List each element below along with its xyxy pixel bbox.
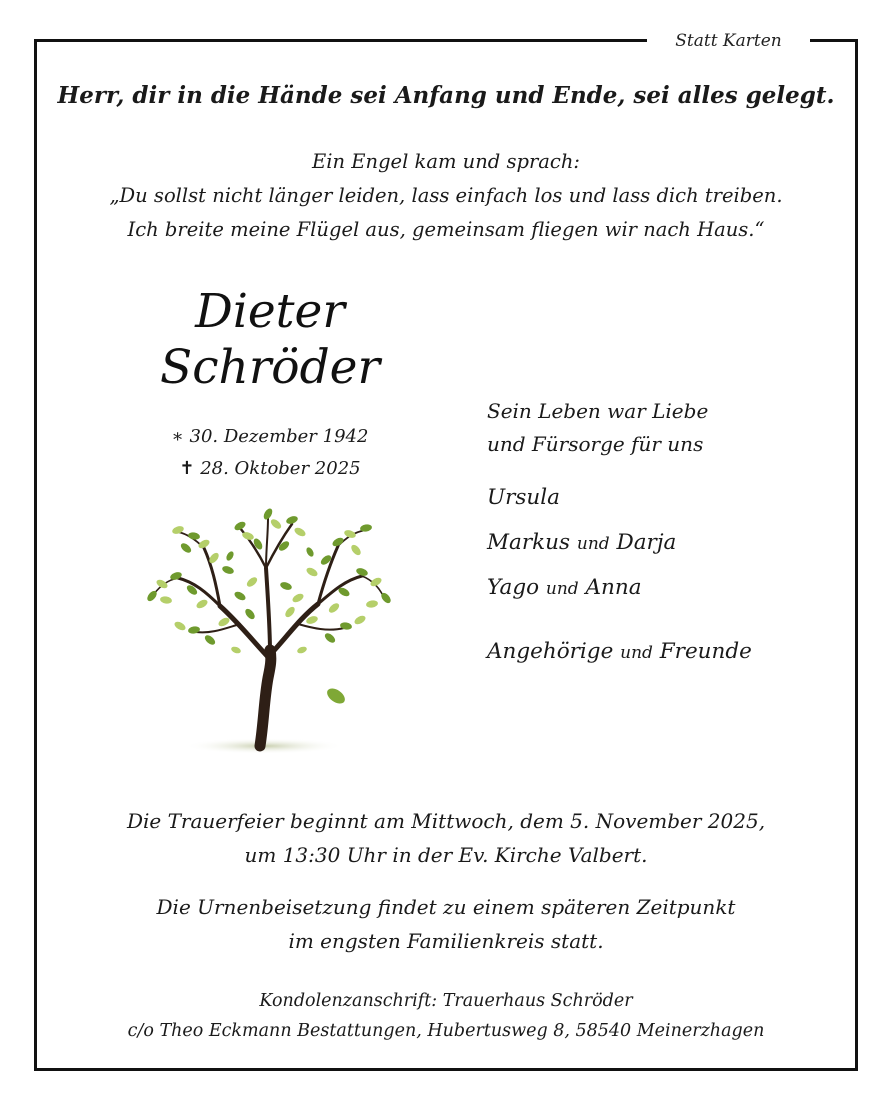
poem-line: Ein Engel kam und sprach: bbox=[312, 150, 580, 173]
conjunction: und bbox=[620, 643, 653, 663]
urn-burial-info bbox=[34, 890, 858, 958]
motto: Herr, dir in die Hände sei Anfang und Ende, sei alles gelegt. bbox=[57, 82, 835, 109]
urn-line: Die Urnenbeisetzung findet zu einem späteren Zeitpunkt bbox=[156, 895, 736, 919]
mourner-markus-darja bbox=[487, 526, 676, 561]
birth-line bbox=[140, 421, 400, 453]
death-line bbox=[140, 453, 400, 485]
service-line: um 13:30 Uhr in der Ev. Kirche Valbert. bbox=[244, 843, 648, 867]
mourner-name: Yago bbox=[487, 575, 540, 600]
last-name: Schröder bbox=[160, 340, 380, 395]
urn-line: im engsten Familienkreis statt. bbox=[288, 929, 604, 953]
mourner-name: Markus bbox=[487, 530, 571, 555]
mourner-name: Anna bbox=[585, 575, 642, 600]
poem-line: Ich breite meine Flügel aus, gemeinsam fliegen wir nach Haus.“ bbox=[127, 218, 765, 241]
condolence-address bbox=[34, 986, 858, 1046]
mourner-name: Darja bbox=[616, 530, 677, 555]
death-date: 28. Oktober 2025 bbox=[200, 458, 361, 479]
conjunction: und bbox=[576, 534, 610, 554]
tree-icon bbox=[140, 500, 400, 770]
conjunction: und bbox=[545, 579, 579, 599]
poem-line: „Du sollst nicht länger leiden, lass einfach los und lass dich treiben. bbox=[109, 184, 783, 207]
death-cross-icon: ✝ bbox=[179, 458, 195, 479]
mourner-relatives-friends bbox=[487, 635, 752, 670]
falling-leaf bbox=[324, 685, 347, 706]
contact-line: c/o Theo Eckmann Bestattungen, Hubertusweg 8, 58540 Meinerzhagen bbox=[127, 1021, 765, 1041]
tribute-text bbox=[487, 395, 708, 461]
birth-date: 30. Dezember 1942 bbox=[189, 426, 369, 447]
mourner-ursula bbox=[487, 481, 560, 515]
mourner-name: Freunde bbox=[659, 639, 752, 664]
life-dates bbox=[140, 421, 400, 485]
mourner-name: Ursula bbox=[487, 485, 560, 510]
contact-line: Kondolenzanschrift: Trauerhaus Schröder bbox=[259, 991, 633, 1011]
mourner-name: Angehörige bbox=[487, 639, 614, 664]
first-name: Dieter bbox=[195, 284, 345, 339]
birth-star-icon: ∗ bbox=[171, 426, 184, 447]
service-line: Die Trauerfeier beginnt am Mittwoch, dem 5. November 2025, bbox=[126, 809, 766, 833]
deceased-name bbox=[140, 284, 400, 396]
tribute-line: Sein Leben war Liebe bbox=[487, 399, 709, 423]
poem bbox=[34, 145, 858, 247]
mourner-yago-anna bbox=[487, 571, 642, 606]
tribute-line: und Fürsorge für uns bbox=[487, 432, 704, 456]
funeral-service-info bbox=[34, 804, 858, 872]
header-label: Statt Karten bbox=[647, 27, 810, 55]
